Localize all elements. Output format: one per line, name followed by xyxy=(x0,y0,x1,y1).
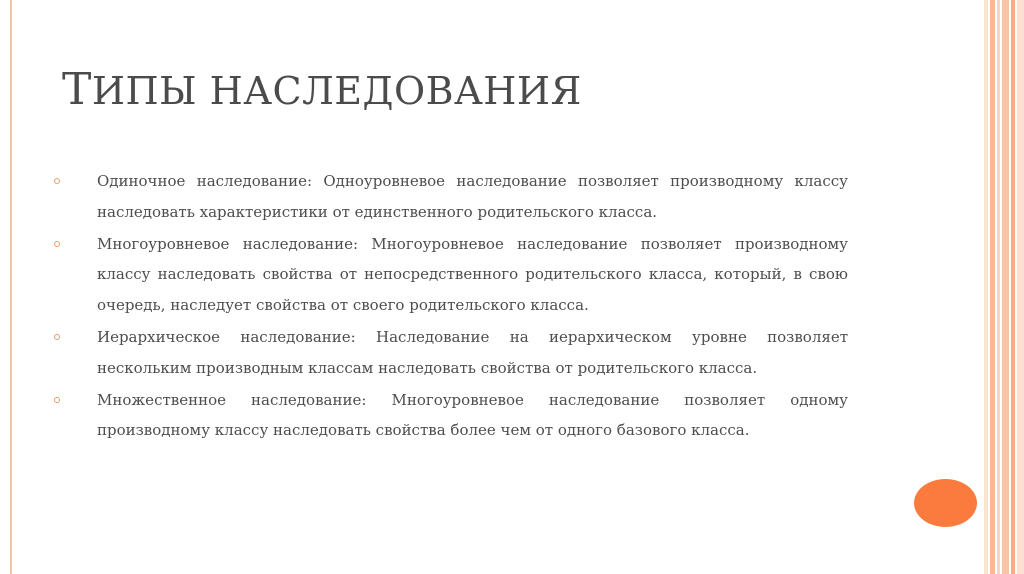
hollow-circle-bullet-icon xyxy=(54,178,60,184)
bullet-item xyxy=(48,322,848,384)
left-decorative-rule xyxy=(10,0,12,574)
hollow-circle-bullet-icon xyxy=(54,241,60,247)
title-first-letter: Т xyxy=(62,64,92,115)
stripe xyxy=(984,0,988,574)
stripe xyxy=(1002,0,1009,574)
bullet-list xyxy=(48,166,848,447)
slide-title xyxy=(62,62,582,119)
bullet-item xyxy=(48,166,848,228)
bullet-text: Многоуровневое наследование: Многоуровневое наследование позволяет производному классу наследовать свойства от непосредственного родительского класса, который, в свою очередь, наследует свойства от своего родительского класса. xyxy=(97,234,848,315)
orange-circle-icon xyxy=(914,479,977,527)
stripe xyxy=(997,0,1000,574)
bullet-item xyxy=(48,229,848,321)
hollow-circle-bullet-icon xyxy=(54,397,60,403)
bullet-text: Иерархическое наследование: Наследование на иерархическом уровне позволяет нескольким производным классам наследовать свойства от родительского класса. xyxy=(97,327,848,377)
bullet-text: Множественное наследование: Многоуровневое наследование позволяет одному производному классу наследовать свойства более чем от одного базового класса. xyxy=(97,390,848,440)
title-rest: ИПЫ НАСЛЕДОВАНИЯ xyxy=(91,69,582,113)
stripe xyxy=(1011,0,1015,574)
stripe xyxy=(1017,0,1024,574)
right-decorative-stripes xyxy=(984,0,1024,574)
hollow-circle-bullet-icon xyxy=(54,334,60,340)
stripe xyxy=(990,0,995,574)
bullet-text: Одиночное наследование: Одноуровневое наследование позволяет производному классу наследовать характеристики от единственного родительского класса. xyxy=(97,172,848,221)
bullet-item xyxy=(48,385,848,447)
